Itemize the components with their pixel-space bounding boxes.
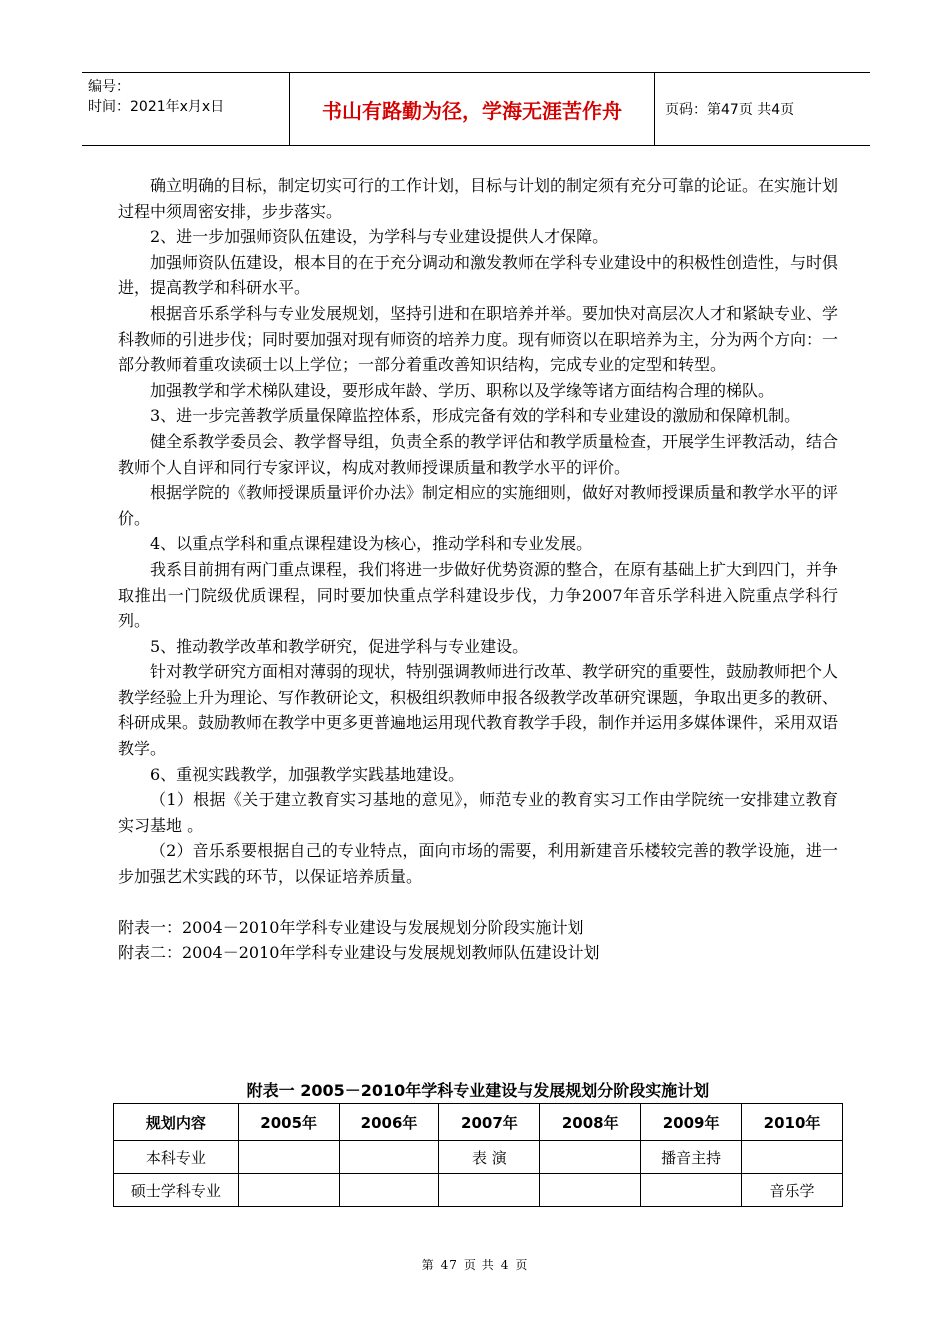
column-header: 2010年 <box>742 1104 843 1141</box>
table-cell: 硕士学科专业 <box>114 1174 239 1207</box>
header-page-label: 页码：第47页 共4页 <box>665 102 795 118</box>
spacer <box>118 890 838 915</box>
section-heading: 4、以重点学科和重点课程建设为核心，推动学科和专业发展。 <box>150 534 593 554</box>
column-header: 2009年 <box>641 1104 742 1141</box>
footer-text: 页 共 <box>463 1258 495 1272</box>
column-header: 2008年 <box>540 1104 641 1141</box>
paragraph: 加强师资队伍建设，根本目的在于充分调动和激发教师在学科专业建设中的积极性创造性，与时俱进，提高教学和科研水平。 <box>118 252 839 298</box>
table-cell <box>540 1141 641 1174</box>
table-title: 附表一 2005－2010年学科专业建设与发展规划分阶段实施计划 <box>246 1081 710 1100</box>
footer-text: 页 <box>515 1258 529 1272</box>
paragraph: 确立明确的目标，制定切实可行的工作计划，目标与计划的制定须有充分可靠的论证。在实施计划过程中须周密安排，步步落实。 <box>118 176 839 221</box>
table-cell <box>439 1174 540 1207</box>
document-body <box>118 173 838 966</box>
column-header: 2005年 <box>238 1104 339 1141</box>
table-cell <box>540 1174 641 1207</box>
column-header: 规划内容 <box>114 1104 239 1141</box>
plan-table <box>113 1103 843 1207</box>
footer-text: 第 <box>421 1258 435 1272</box>
column-header: 2006年 <box>339 1104 439 1141</box>
table-cell <box>339 1174 439 1207</box>
table-cell <box>339 1141 439 1174</box>
table-cell: 表 演 <box>439 1141 540 1174</box>
paragraph: 健全系教学委员会、教学督导组，负责全系的教学评估和教学质量检查，开展学生评教活动，结合教师个人自评和同行专家评议，构成对教师授课质量和教学水平的评价。 <box>118 431 839 477</box>
section-heading: 2、进一步加强师资队伍建设，为学科与专业建设提供人才保障。 <box>150 227 609 247</box>
section-heading: 6、重视实践教学，加强教学实践基地建设。 <box>150 764 465 784</box>
table-row <box>114 1141 843 1174</box>
section-heading: 3、进一步完善教学质量保障监控体系，形成完备有效的学科和专业建设的激励和保障机制。 <box>150 406 801 426</box>
page-footer <box>0 1256 950 1273</box>
annex-reference: 附表二：2004－2010年学科专业建设与发展规划教师队伍建设计划 <box>118 943 600 963</box>
header-meta <box>82 73 290 145</box>
paragraph: 加强教学和学术梯队建设，要形成年龄、学历、职称以及学缘等诸方面结构合理的梯队。 <box>150 380 775 400</box>
column-header: 2007年 <box>439 1104 540 1141</box>
table-cell <box>238 1174 339 1207</box>
paragraph: （2）音乐系要根据自己的专业特点，面向市场的需要，利用新建音乐楼较完善的教学设施，进一步加强艺术实践的环节，以保证培养质量。 <box>118 841 838 887</box>
header-motto: 书山有路勤为径，学海无涯苦作舟 <box>290 73 655 145</box>
table-cell <box>641 1174 742 1207</box>
annex-reference: 附表一：2004－2010年学科专业建设与发展规划分阶段实施计划 <box>118 917 584 937</box>
paragraph: 针对教学研究方面相对薄弱的现状，特别强调教师进行改革、教学研究的重要性，鼓励教师把个人教学经验上升为理论、写作教研论文，积极组织教师申报各级教学改革研究课题，争取出更多的教研、科研成果。鼓励教师在教学中更多更普遍地运用现代教育教学手段，制作并运用多媒体课件，采用双语教学。 <box>118 662 839 759</box>
table-cell: 音乐学 <box>742 1174 843 1207</box>
paragraph: 根据音乐系学科与专业发展规划，坚持引进和在职培养并举。要加快对高层次人才和紧缺专业、学科教师的引进步伐；同时要加强对现有师资的培养力度。现有师资以在职培养为主，分为两个方向：一部分教师着重攻读硕士以上学位；一部分着重改善知识结构，完成专业的定型和转型。 <box>118 303 839 375</box>
document-time-label: 时间：2021年x月x日 <box>88 99 225 115</box>
section-heading: 5、推动教学改革和教学研究，促进学科与专业建设。 <box>150 636 529 656</box>
paragraph: 根据学院的《教师授课质量评价办法》制定相应的实施细则，做好对教师授课质量和教学水平的评价。 <box>118 483 839 528</box>
table-cell <box>238 1141 339 1174</box>
paragraph: 我系目前拥有两门重点课程，我们将进一步做好优势资源的整合，在原有基础上扩大到四门，并争取推出一门院级优质课程，同时要加快重点学科建设步伐，力争2007年音乐学科进入院重点学科行列。 <box>118 559 839 631</box>
table-cell: 播音主持 <box>641 1141 742 1174</box>
table-header-row <box>114 1104 843 1141</box>
page-header <box>82 72 870 146</box>
table-row <box>114 1174 843 1207</box>
table-cell: 本科专业 <box>114 1141 239 1174</box>
footer-page-total: 4 <box>500 1258 510 1272</box>
paragraph: （1）根据《关于建立教育实习基地的意见》，师范专业的教育实习工作由学院统一安排建立教育实习基地 。 <box>118 790 838 835</box>
document-code-label: 编号： <box>88 79 130 95</box>
table-cell <box>742 1141 843 1174</box>
footer-page-number: 47 <box>440 1258 458 1272</box>
